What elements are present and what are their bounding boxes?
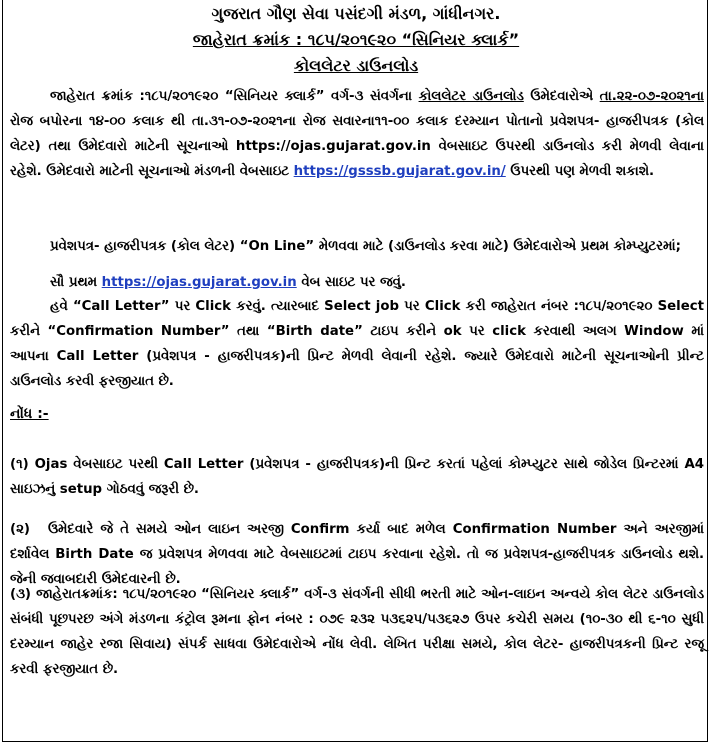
- ojas-link[interactable]: https://ojas.gujarat.gov.in: [235, 139, 431, 154]
- call-letter-download-heading: કોલલેટર ડાઉનલોડ: [293, 56, 419, 75]
- organization-title: ગુજરાત ગૌણ સેવા પસંદગી મંડળ, ગાંધીનગર.: [211, 4, 501, 23]
- gsssb-link[interactable]: https://gsssb.gujarat.gov.in/: [293, 164, 506, 179]
- note-item-1: (૧) Ojas વેબસાઇટ પરથી Call Letter (પ્રવેશપત્ર - હાજરીપત્રક)ની પ્રિન્ટ કરતાં પહેલાં કોમ્પ્યુટર સાથે જોડેલ પ્રિન્ટરમાં A4 સાઇઝનું setup ગોઠવવું જરૂરી છે.: [10, 457, 704, 497]
- notes-heading: નોંધ :-: [10, 406, 49, 422]
- steps-paragraph: હવે “Call Letter” પર Click કરવું. ત્યારબાદ Select job પર Click કરી જાહેરાત નંબર :૧૮૫/૨૦૧૯૨૦ Select કરીને “Confirmation Number” તથા “Birth date” ટાઇપ કરીને ok પર click કરવાથી અલગ Window માં આપના Call Letter (પ્રવેશપત્ર - હાજરીપત્રક)ની પ્રિન્ટ મેળવી લેવાની રહેશે. જ્યારે ઉમેદવારો માટેની સૂચનાઓની પ્રીન્ટ ડાઉનલોડ કરવી ફરજીયાત છે.: [10, 299, 704, 389]
- ojas-link-step[interactable]: https://ojas.gujarat.gov.in: [101, 275, 297, 290]
- advertisement-heading: જાહેરાત ક્રમાંક : ૧૮૫/૨૦૧૯૨૦ “સિનિયર ક્લાર્ક”: [192, 30, 520, 49]
- online-instructions-paragraph: પ્રવેશપત્ર- હાજરીપત્રક (કોલ લેટર) “On Line” મેળવવા માટે (ડાઉનલોડ કરવા માટે) ઉમેદવારોએ પ્રથમ કોમ્પ્યુટરમાં;: [50, 239, 681, 254]
- note-item-3: (૩) જાહેરાતક્રમાંક: ૧૮૫/૨૦૧૯૨૦ “સિનિયર ક્લાર્ક” વર્ગ-૩ સંવર્ગની સીધી ભરતી માટે ઓન-લાઇન અન્વયે કોલ લેટર ડાઉનલોડ સંબંધી પૂછપરછ અંગે મંડળના કંટ્રોલ રૂમના ફોન નંબર : ૦૭૯ ૨૩૨ ૫૩૬૨૫/૫૩૬૨૭ ઉપર કચેરી સમય (૧૦-૩૦ થી ૬-૧૦ સુધી દરમ્યાન જાહેર રજા સિવાય) સંપર્ક સાધવા ઉમેદવારોએ નોંધ લેવી. લેખિત પરીક્ષા સમયે, કોલ લેટર- હાજરીપત્રકની પ્રિન્ટ રજૂ કરવી ફરજીયાત છે.: [10, 587, 705, 677]
- first-step-paragraph: સૌ પ્રથમ https://ojas.gujarat.gov.in વેબ સાઇટ પર જવું.: [50, 275, 406, 290]
- note-item-2: (૨) ઉમેદવારે જે તે સમયે ઓન લાઇન અરજી Confirm કર્યા બાદ મળેલ Confirmation Number અને અરજીમાં દર્શાવેલ Birth Date જ પ્રવેશપત્ર મેળવવા માટે વેબસાઇટમાં ટાઇપ કરવાના રહેશે. તો જ પ્રવેશપત્ર-હાજરીપત્રક ડાઉનલોડ થશે. જેની જવાબદારી ઉમેદવારની છે.: [10, 522, 704, 587]
- intro-paragraph: જાહેરાત ક્રમાંક :૧૮૫/૨૦૧૯૨૦ “સિનિયર ક્લાર્ક” વર્ગ-૩ સંવર્ગના કોલલેટર ડાઉનલોડ ઉમેદવારોએ તા.૨૨-૦૭-૨૦૨૧ના રોજ બપોરના ૧૪-૦૦ કલાક થી તા.૩૧-૦૭-૨૦૨૧ના રોજ સવારના૧૧-૦૦ કલાક દરમ્યાન પોતાનો પ્રવેશપત્ર- હાજરીપત્રક (કોલ લેટર) તથા ઉમેદવારો માટેની સૂચનાઓ https://ojas.gujarat.gov.in વેબસાઇટ ઉપરથી ડાઉનલોડ કરી મેળવી લેવાના રહેશે. ઉમેદવારો માટેની સૂચનાઓ મંડળની વેબસાઇટ https://gsssb.gujarat.gov.in/ ઉપરથી પણ મેળવી શકાશે.: [10, 89, 704, 179]
